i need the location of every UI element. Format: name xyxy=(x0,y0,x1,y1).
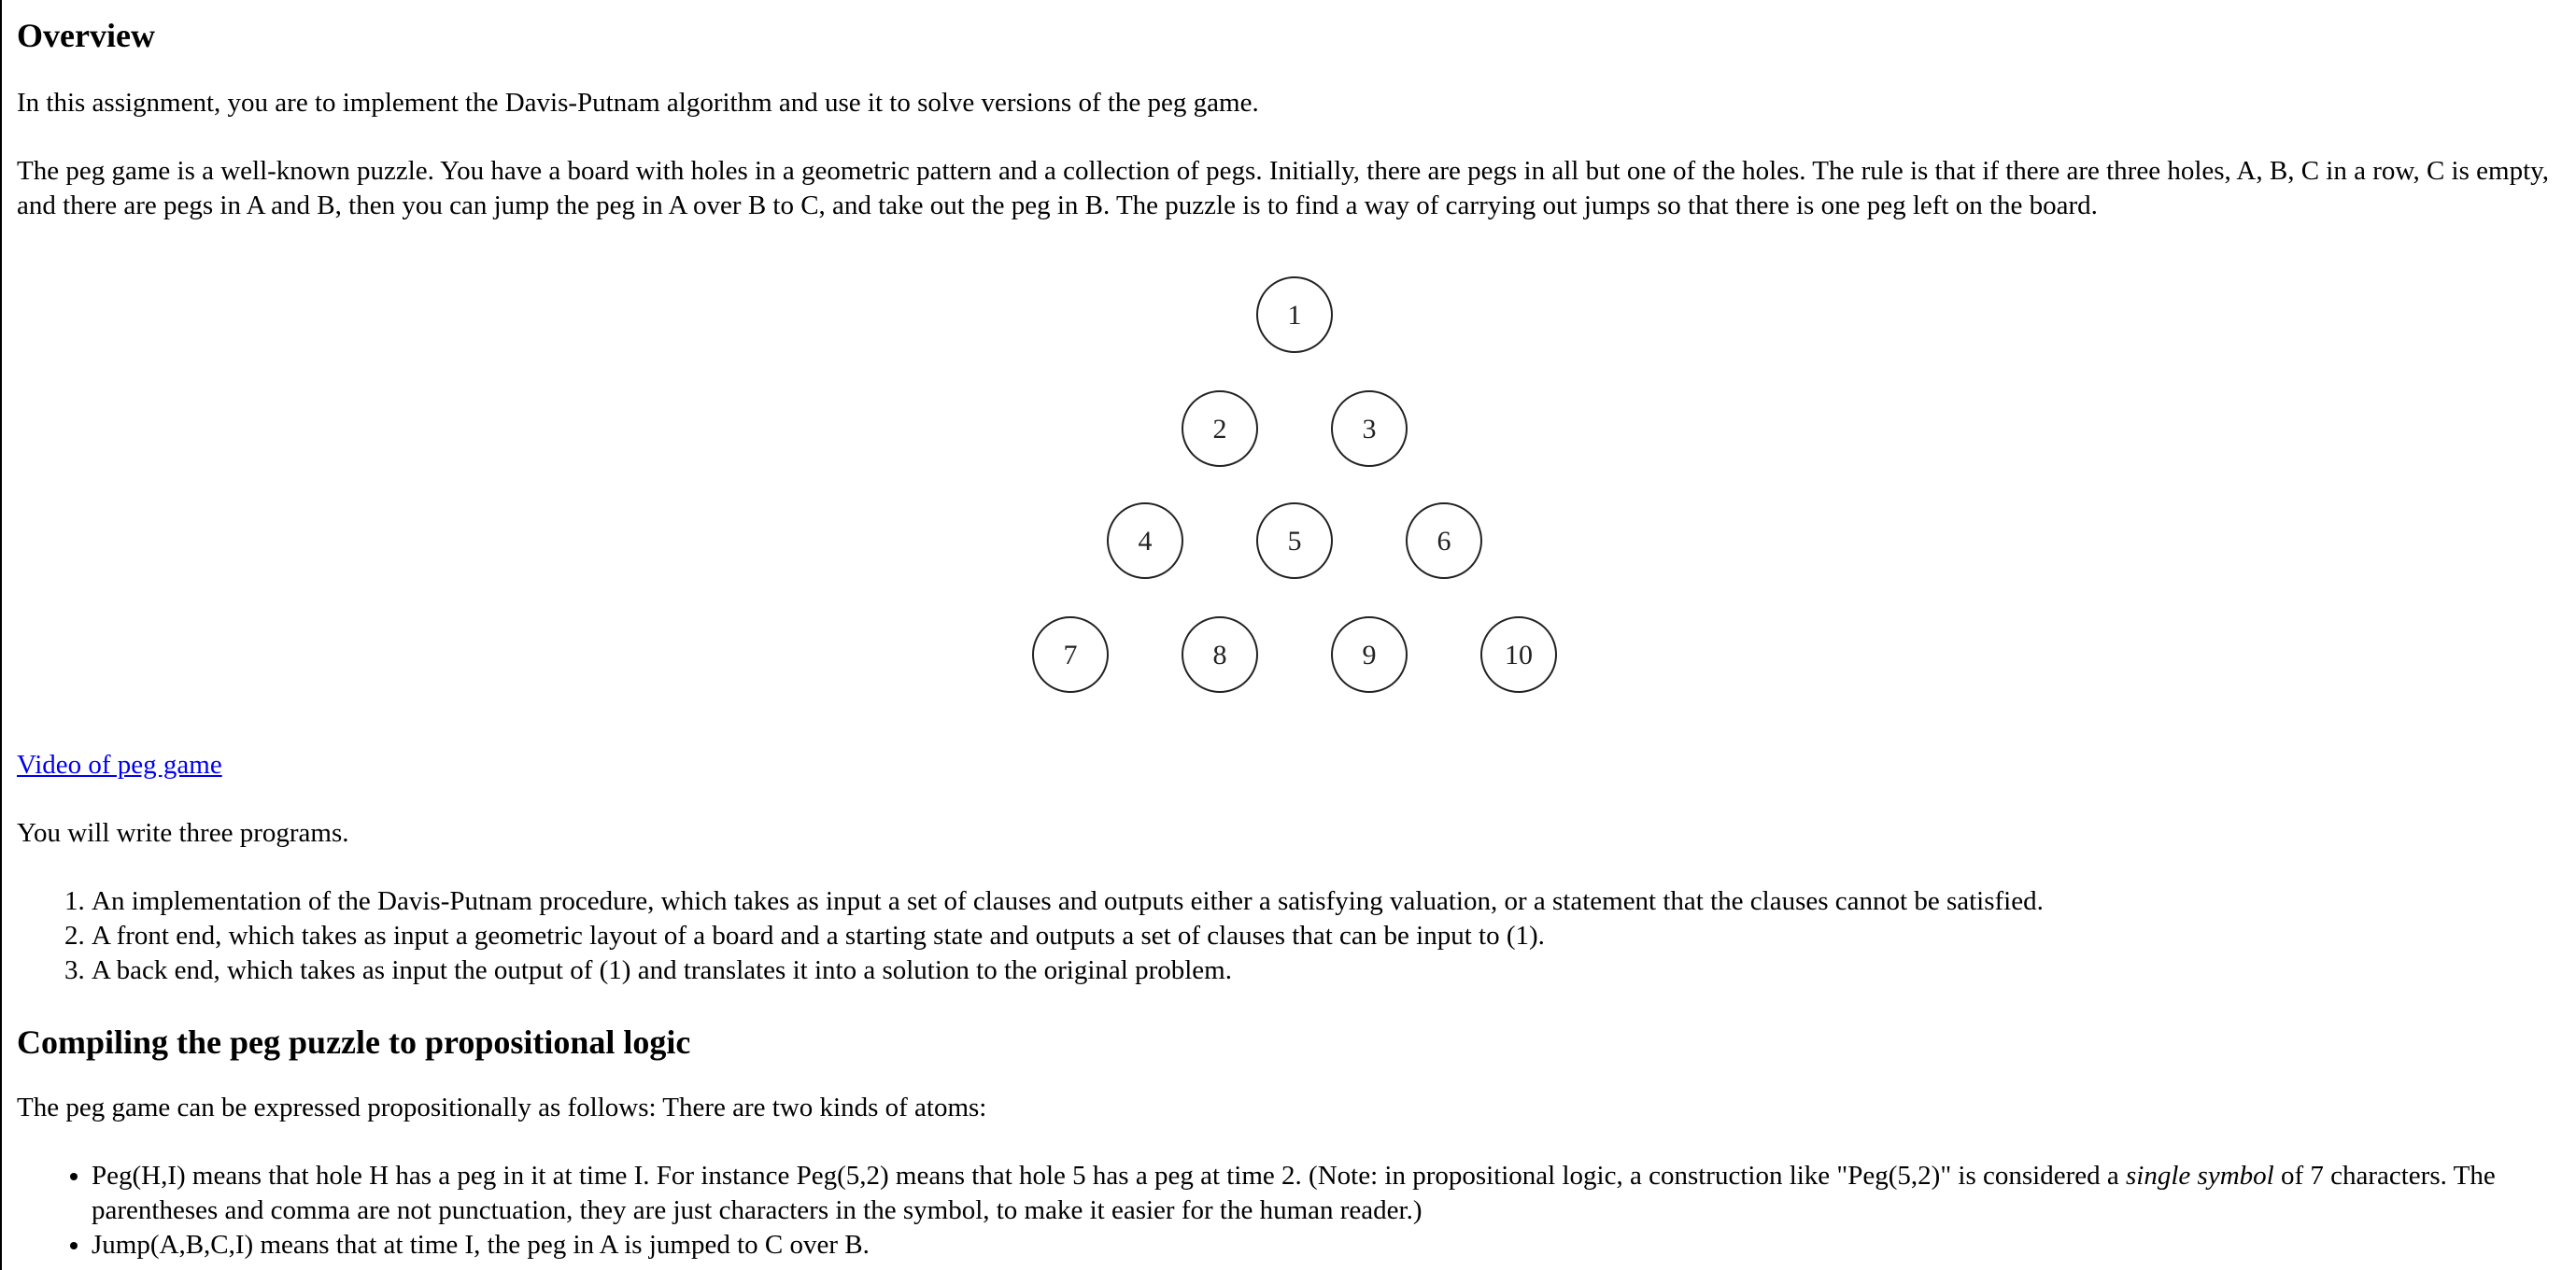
list-item: 2. A front end, which takes as input a geometric layout of a board and a starting state and outputs a set of clauses that can be input to (1). xyxy=(92,919,2559,953)
peg-board-figure xyxy=(17,244,2559,741)
peg-atom-emphasis: single symbol xyxy=(2126,1161,2274,1191)
compiling-heading: Compiling the peg puzzle to propositional logic xyxy=(17,1023,691,1061)
hole-label-5: 5 xyxy=(1287,526,1302,557)
list-item: • Jump(A,B,C,I) means that at time I, the peg in A is jumped to C over B. xyxy=(92,1228,2559,1263)
programs-intro: You will write three programs. xyxy=(17,818,349,848)
hole-label-7: 7 xyxy=(1063,640,1078,670)
peg-atom-text-end: of 7 characters. The parentheses and comma are not punctuation, they are just characters in the symbol, to make it easier for the human reader.) xyxy=(92,1161,2496,1225)
list-item: 1. An implementation of the Davis-Putnam procedure, which takes as input a set of clauses and outputs either a satisfying valuation, or a statement that the clauses cannot be satisfied. xyxy=(92,884,2559,919)
overview-heading: Overview xyxy=(17,17,155,54)
hole-label-6: 6 xyxy=(1437,526,1451,557)
video-link[interactable]: Video of peg game xyxy=(17,750,222,780)
peg-board-diagram xyxy=(17,244,2557,741)
peg-atom-text: Peg(H,I) means that hole H has a peg in it at time I. For instance Peg(5,2) means that hole 5 has a peg at time 2. (Note: in propositional logic, a construction like "Peg(5,2)" is considered a xyxy=(92,1161,2127,1191)
peg-description-paragraph: The peg game is a well-known puzzle. You have a board with holes in a geometric pattern and a collection of pegs. Initially, there are pegs in all but one of the holes. The rule is that if there are three holes, A, B, C in a row, C is empty, and there are pegs in A and B, then you can jump the peg in A over B to C, and take out the peg in B. The puzzle is to find a way of carrying out jumps so that there is one peg left on the board. xyxy=(17,156,2549,220)
list-item: 3. A back end, which takes as input the output of (1) and translates it into a solution to the original problem. xyxy=(92,953,2559,988)
hole-label-3: 3 xyxy=(1362,414,1377,444)
hole-label-8: 8 xyxy=(1212,640,1227,670)
intro-paragraph: In this assignment, you are to implement the Davis-Putnam algorithm and use it to solve versions of the peg game. xyxy=(17,88,1259,118)
atoms-list xyxy=(17,1159,2559,1263)
page-content xyxy=(2,0,2576,1263)
programs-list xyxy=(17,884,2559,988)
list-item xyxy=(92,1159,2559,1228)
hole-label-2: 2 xyxy=(1212,414,1227,444)
hole-label-4: 4 xyxy=(1138,526,1153,557)
hole-label-1: 1 xyxy=(1287,300,1302,331)
compiling-intro: The peg game can be expressed propositionally as follows: There are two kinds of atoms: xyxy=(17,1093,987,1122)
hole-label-9: 9 xyxy=(1362,640,1377,670)
hole-label-10: 10 xyxy=(1505,640,1533,670)
